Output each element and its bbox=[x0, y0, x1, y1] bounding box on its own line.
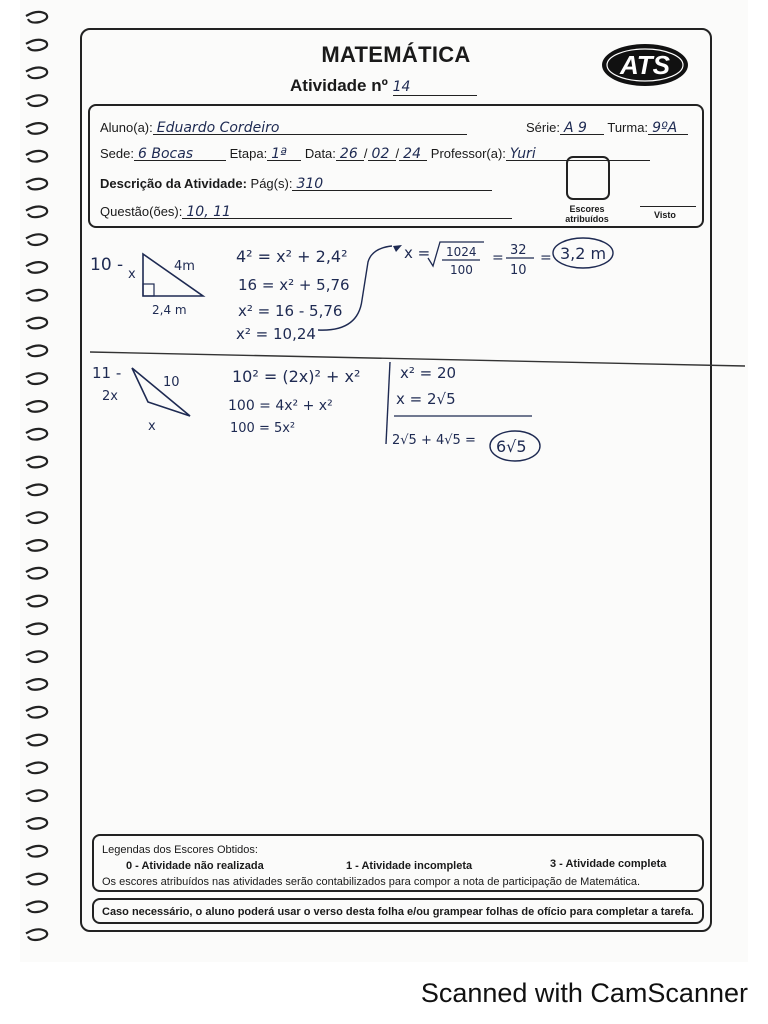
q10-right-angle bbox=[143, 284, 154, 296]
data-year: 24 bbox=[403, 146, 421, 162]
q10-arrowhead bbox=[393, 245, 402, 252]
q10-answer: 3,2 m bbox=[560, 244, 607, 263]
q11-side-2x: 2x bbox=[102, 389, 118, 404]
data-label: Data: bbox=[304, 146, 336, 161]
serie-value: A 9 bbox=[563, 120, 587, 136]
q11-step-1: 10² = (2x)² + x² bbox=[232, 367, 361, 386]
question-11 bbox=[92, 362, 540, 461]
q10-step-4: x² = 10,24 bbox=[236, 325, 316, 343]
pag-value: 310 bbox=[296, 176, 324, 192]
serie-label: Série: bbox=[526, 120, 560, 135]
svg-text:=: = bbox=[492, 250, 504, 266]
q11-step-3: 100 = 5x² bbox=[230, 421, 296, 436]
q10-step-3: x² = 16 - 5,76 bbox=[238, 302, 343, 320]
q11-number: 11 - bbox=[92, 364, 122, 382]
question-10 bbox=[90, 238, 613, 343]
q11-answer: 6√5 bbox=[496, 437, 527, 456]
sede-value: 6 Bocas bbox=[137, 146, 194, 162]
q10-side-x: x bbox=[128, 267, 136, 282]
aluno-label: Aluno(a): bbox=[100, 120, 153, 135]
q11-right-step-1: x² = 20 bbox=[400, 364, 457, 382]
activity-label: Atividade nº bbox=[290, 76, 388, 95]
etapa-value: 1ª bbox=[271, 146, 287, 162]
escores-label: Escores atribuídos bbox=[565, 204, 609, 224]
questoes-label: Questão(ões): bbox=[100, 204, 183, 219]
q11-hyp: 10 bbox=[163, 375, 180, 390]
q10-radicand-num: 1024 bbox=[446, 245, 477, 259]
q10-frac-num: 32 bbox=[510, 243, 527, 258]
aluno-value: Eduardo Cordeiro bbox=[156, 120, 280, 136]
q11-step-2: 100 = 4x² + x² bbox=[228, 398, 333, 414]
q11-right-step-2: x = 2√5 bbox=[396, 390, 456, 408]
q10-number: 10 - bbox=[90, 255, 124, 275]
q10-step-2: 16 = x² + 5,76 bbox=[238, 276, 350, 294]
turma-label: Turma: bbox=[607, 120, 649, 135]
q10-base: 2,4 m bbox=[152, 303, 187, 317]
q11-divider bbox=[386, 362, 390, 444]
page-title: MATEMÁTICA bbox=[321, 42, 471, 67]
turma-value: 9ºA bbox=[652, 120, 678, 136]
legend-score-0: 0 - Atividade não realizada bbox=[126, 860, 264, 872]
legend-score-1: 1 - Atividade incompleta bbox=[346, 860, 473, 872]
visto-label: Visto bbox=[654, 210, 676, 220]
pag-label: Pág(s): bbox=[250, 176, 293, 191]
data-month: 02 bbox=[371, 146, 390, 162]
etapa-label: Etapa: bbox=[229, 146, 268, 161]
legend-title: Legendas dos Escores Obtidos: bbox=[102, 844, 258, 856]
camscanner-watermark: Scanned with CamScanner bbox=[420, 978, 748, 1008]
q11-side-x: x bbox=[148, 419, 156, 434]
q10-step-1: 4² = x² + 2,4² bbox=[236, 247, 348, 266]
q10-frac-den: 10 bbox=[510, 263, 527, 278]
q10-hyp: 4m bbox=[174, 259, 195, 274]
sede-label: Sede: bbox=[100, 146, 134, 161]
questoes-value: 10, 11 bbox=[186, 204, 231, 220]
q10-result-lhs: x = bbox=[404, 244, 431, 262]
legend-note: Os escores atribuídos nas atividades serão contabilizados para compor a nota de participação de Matemática. bbox=[102, 876, 641, 888]
logo-text: ATS bbox=[619, 50, 671, 80]
sede-row: Sede: 6 Bocas Etapa: 1ª Data: 26 / 02 / 24 Professor(a): Yuri bbox=[100, 146, 650, 161]
legend-score-3: 3 - Atividade completa bbox=[550, 858, 667, 870]
descricao-label: Descrição da Atividade: bbox=[100, 176, 247, 191]
data-day: 26 bbox=[339, 146, 358, 162]
q11-triangle bbox=[132, 368, 190, 416]
professor-value: Yuri bbox=[509, 146, 536, 162]
activity-number: 14 bbox=[393, 79, 477, 96]
q10-radicand-den: 100 bbox=[450, 263, 473, 277]
svg-text:=: = bbox=[540, 250, 552, 266]
q11-sum: 2√5 + 4√5 = bbox=[392, 433, 476, 448]
footer-note: Caso necessário, o aluno poderá usar o verso desta folha e/ou grampear folhas de ofício para completar a tarefa. bbox=[92, 898, 704, 924]
professor-label: Professor(a): bbox=[430, 146, 506, 161]
